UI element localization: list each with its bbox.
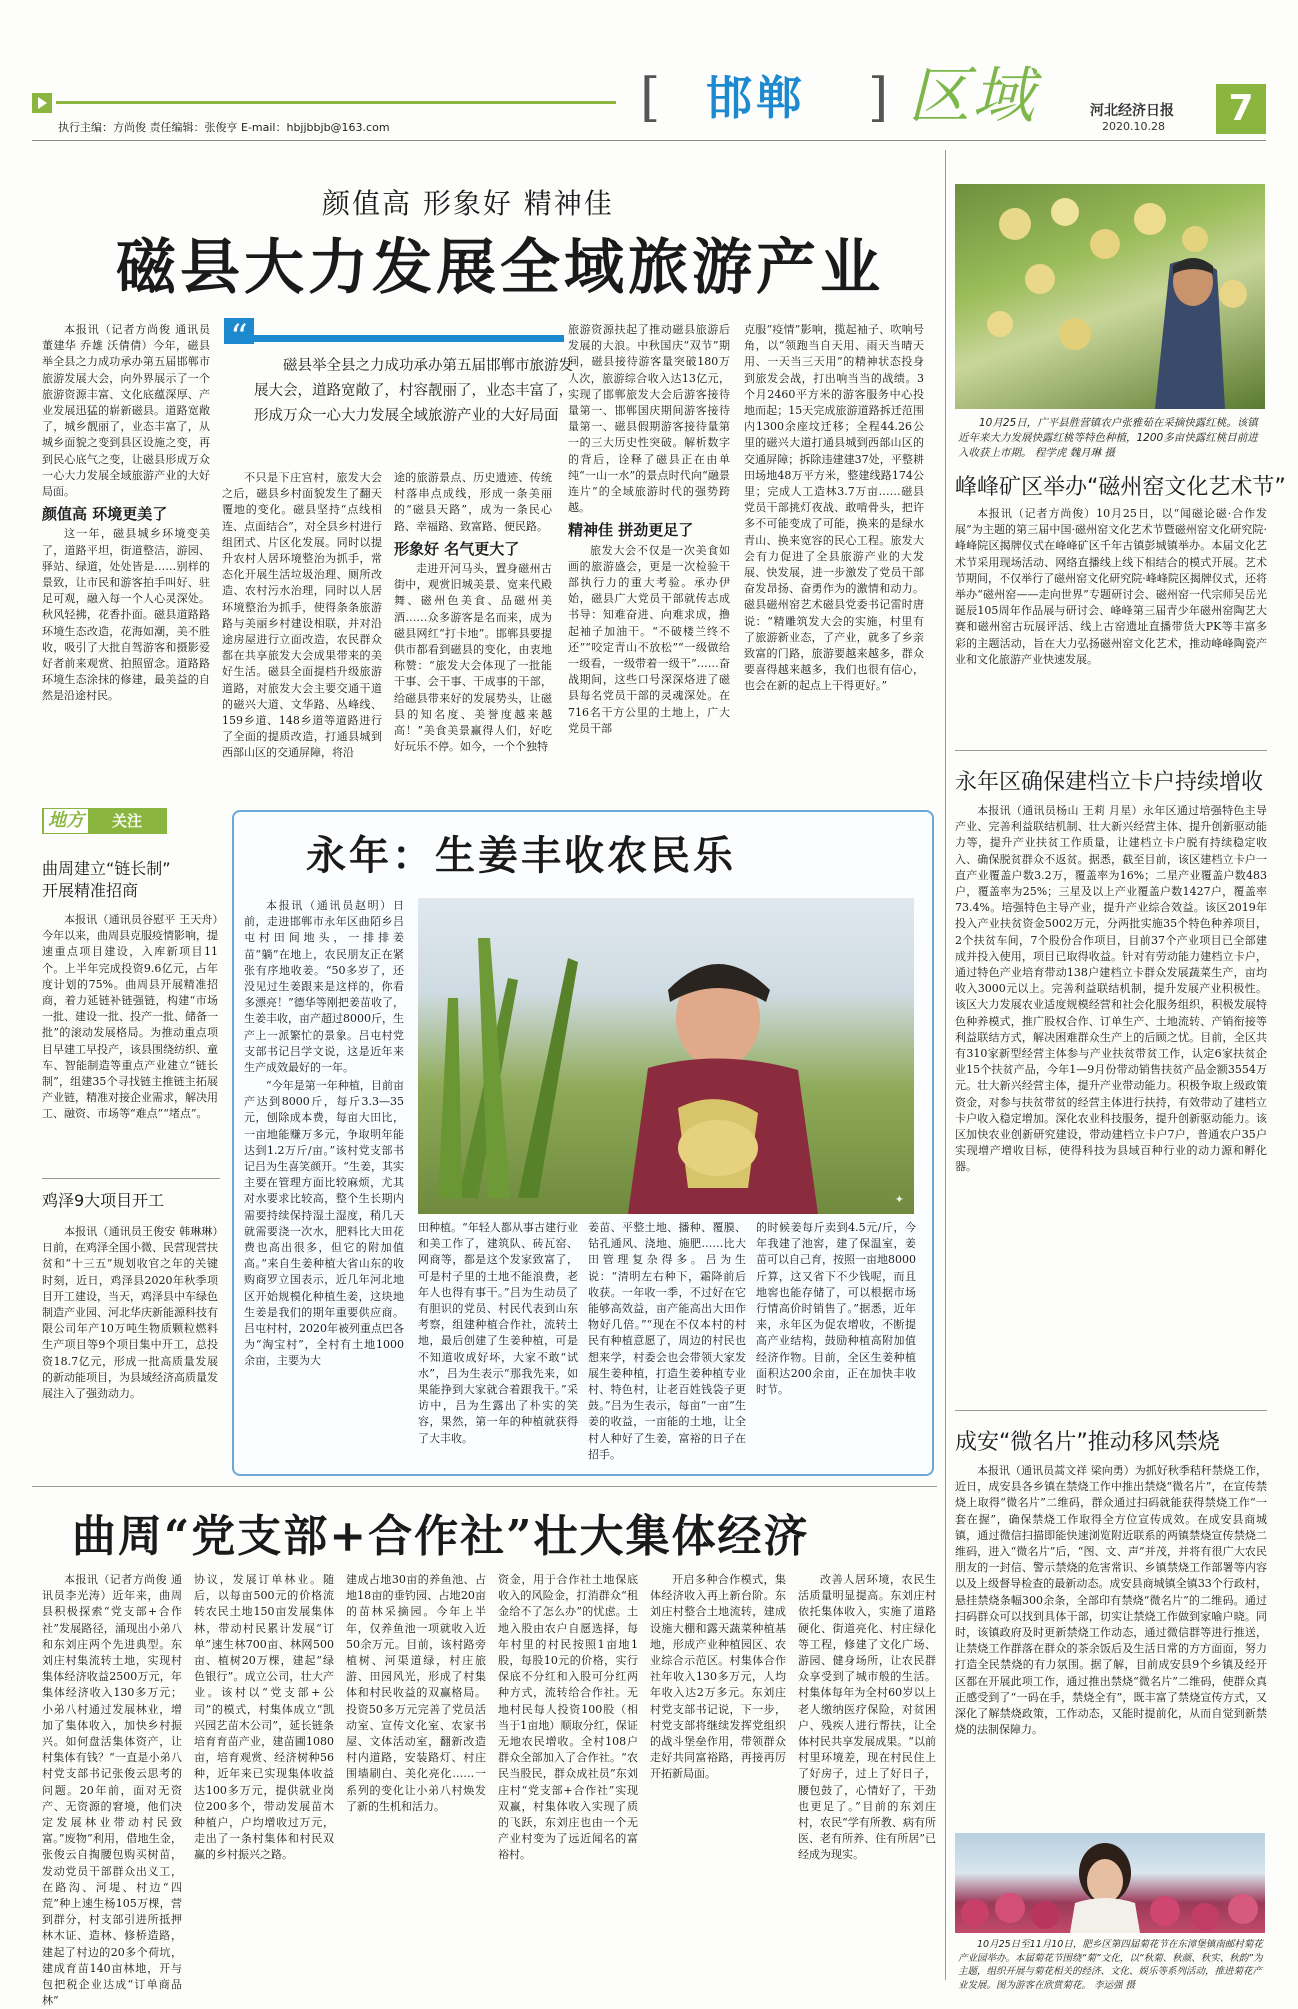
bottom-col-1 bbox=[42, 1572, 182, 2008]
lead-title: 磁县大力发展全域旅游产业 bbox=[116, 233, 884, 303]
lead-col-4 bbox=[568, 322, 730, 800]
lead-sub-2: 形象好 名气更大了 bbox=[394, 539, 520, 558]
paper-date: 2020.10.28 bbox=[1102, 120, 1165, 133]
chrysanthemum-caption bbox=[958, 1938, 1264, 1996]
feature-col-a-text: “今年是第一年种植，目前亩产达到8000斤，每斤3.3—35元，刨除成本费，每亩大田比，一亩地能赚万多元，争取明年能达到1.2万斤/亩。”该村党支部书记吕为生喜笑颜开。“生姜，其实主要在管理方面比较麻烦，尤其对水要求比较高，整个生长期内需要持续保持湿土湿度，稍几天就需要浇一次水，肥料比大田花费也高出很多，但它的附加值高。”来自生姜种植大省山东的收购商罗立国表示，近几年河北地区开始规模化种植生姜，这块地生姜是我们的期年重要供应商。吕屯村村，2020年被列重点巴各为“淘宝村”，全村有土地1000余亩，主要为大 bbox=[244, 1079, 404, 1368]
feature-col-d-text: 的时候姜每斤卖到4.5元/斤，今年我建了池窖，建了保温室，姜苗可以自己育，按照一亩地8000斤算，这又省下不少钱呢，而且地窖也能存储了，可以根据市场行情高价时销售了。”据悉，近年来，永年区为促农增收，不断提高产业结构，鼓励种植高附加值经济作物。目前，全区生姜种植面积达200余亩，正在加快丰收时节。 bbox=[756, 1221, 916, 1397]
bottom-col-3 bbox=[346, 1572, 486, 1992]
local-item-1-title: 曲周建立“链长制” 开展精准招商 bbox=[42, 859, 171, 900]
lead-col-3b-text: 走进开河马头，置身磁州古街中，观赏旧城美景、宽来代殿舞、磁州色美食、品磁州美酒……众多游客是名而来，成为磁县网红“打卡地”。邯郸县要提供市都看到磁县的变化，由衷地称赞：“旅发大会体现了一批能干事、会干事、干成事的干部，给磁县带来好的发展势头，让磁县的知名度、美誉度越来越高！”美食美景赢得人们，好吃好玩乐不停。如今，一个个独特 bbox=[394, 562, 552, 754]
news-3-title: 成安“微名片”推动移风禁烧 bbox=[955, 1430, 1220, 1455]
local-divider bbox=[42, 1178, 220, 1179]
news-3-text: 本报讯（通讯员蒿文祥 梁向勇）为抓好秋季秸秆禁烧工作，近日，成安县各乡镇在禁烧工作中推出禁烧“微名片”，在宣传禁烧上取得“微名片”二维码，群众通过扫码就能获得禁烧工作“一套在握”，确保禁烧工作取得全方位宣传成效。在成安县商城镇，通过微信扫描即能快速浏览附近联系的两镇禁烧宣传禁烧二维码，进入“微名片”后，“图、文、声”并茂，并将有很广大农民朋友的一封信、警示禁烧的危害常识、乡镇禁烧工作部署等内容以及上级督导检查的最新动态。成安县商城镇全镇33个行政村，悬挂禁烧条幅300余条，全部印有禁烧“微名片”的二维码。通过扫码群众可以找到具体干部，切实让禁烧工作做到家喻户晓。同时，该镇政府及时更新禁烧工作动态，通过微信群等进行推送，让禁烧工作群落在群众的茶余饭后及生活日常的方方面面，努力打造全民禁烧的有力氛围。据了解，目前成安县9个乡镇及经开区都在开展此项工作，通过推出禁烧“微名片”二维码，使群众真正感受到了“一码在手，禁烧全有”，既丰富了禁烧宣传方式，又深化了解禁烧政策，工作动态，又能时提前化，从而自觉到新禁烧的法制保障力。 bbox=[955, 1464, 1267, 1737]
ginger-photo-art bbox=[418, 898, 914, 1214]
chrysanthemum-photo-art bbox=[955, 1833, 1265, 1933]
bottom-col-1-text: 本报讯（记者方尚俊 通讯员李光涛）近年来，曲周县积极探索“党支部+合作社”发展路径，涌现出小弟八和东刘庄两个先进典型。东刘庄村集流转土地，实现村集体经济收益2500万元，年集体经济收入130多万元；小弟八村通过发展林业，增加了集体收入，加快乡村振兴。如何盘活集体资产，让村集体有钱？“一直是小弟八村党支部书记张俊云思考的问题。20年前，面对无资产、无资源的窘境，他们决定发展林业带动村民致富。”废物”利用，借地生金，张俊云自掏腰包购买树苗，发动党员干部群众出义工，在路沟、河堤、村边“四荒”种上速生杨105万棵，营到群分，村支部引进所抵押林木证、造林、修桥造路，建起了村边的20多个荷坑，建成育苗140亩林地，开与包把税企业达成“订单商品林” bbox=[42, 1573, 182, 2008]
bottom-divider bbox=[32, 1486, 937, 1487]
local-item-2 bbox=[42, 1190, 220, 1470]
peach-photo-art bbox=[955, 184, 1265, 409]
right-divider-2 bbox=[955, 1410, 1267, 1411]
news-1-body bbox=[955, 506, 1267, 726]
page-number: 7 bbox=[1216, 84, 1266, 134]
news-1-text: 本报讯（记者方尚俊）10月25日，以“闻磁论磁·合作发展”为主题的第三届中国·磁州窑文化艺术节暨磁州窑文化研究院·峰峰院区揭牌仪式在峰峰矿区千年古镇彭城镇举办。本届文化艺术节采用现场活动、网络直播线上线下相结合的模式开展。艺术节期间，不仅举行了磁州窑文化研究院·峰峰院区揭牌仪式，还将举办“磁州窑——走向世界”专题研讨会、磁州窑一代宗师吴岳光诞辰105周年作品展与研讨会、峰峰第三届青少年磁州窑陶艺大赛和磁州窑古玩展评活、线上古窑遗址直播带货大PK等丰富多彩的主题活动，旨在大力弘扬磁州窑文化艺术，推动峰峰陶瓷产业和文化旅游产业快速发展。 bbox=[955, 507, 1267, 666]
feature-col-d bbox=[756, 1220, 916, 1464]
right-news-3 bbox=[955, 1425, 1267, 1825]
local-item-2-body bbox=[42, 1224, 218, 1464]
chrysanthemum-photo bbox=[955, 1833, 1265, 1933]
bracket-right: ] bbox=[868, 68, 889, 128]
photo-watermark: ✦ bbox=[894, 1193, 904, 1206]
right-news-2 bbox=[955, 765, 1267, 1415]
lead-col-1 bbox=[42, 322, 210, 800]
local-focus-header bbox=[42, 808, 167, 834]
bottom-col-6 bbox=[798, 1572, 936, 1992]
bottom-col-4 bbox=[498, 1572, 638, 1992]
local-item-2-title: 鸡泽9大项目开工 bbox=[42, 1191, 165, 1210]
bottom-col-2 bbox=[194, 1572, 334, 1992]
quote-mark-icon: “ bbox=[224, 318, 254, 344]
lead-col-1b-text: 这一年，磁县城乡环境变美了，道路平坦，街道整洁，游园、驿站、绿道，处处皆是……别样的景致，让市民和游客拍手叫好、驻足可观，融入每一个人心灵深处。秋风轻拂，花香扑面。磁县道路路环境生态改造，花海如潮，美不胜收，吸引了大批自驾游客和摄影爱好者前来观赏、拍照留念。道路路环境生态涂抹的修建，最美益的自然是沿途村民。 bbox=[42, 527, 210, 703]
bottom-col-4-text: 资金，用于合作社土地保底收入的风险金，打消群众“租金给不了怎么办”的忧虑。土地入股由农户自愿选择，每年村里的村民按照1亩地1股，每股10元的价格，实行保底不分红和入股可分红两种方式，流转给合作社。无地村民每人投资100股（相当于1亩地）顺取分红，保证无地农民增收。全村108户群众全部加入了合作社。“农民当股民，群众成社员”东刘庄村“党支部+合作社”实现双赢，村集体收入实现了质的飞跃，东刘庄也由一个无产业村变为了远近闻名的富裕村。 bbox=[498, 1573, 638, 1862]
lead-col-2-text: 不只是下庄宫村，旅发大会之后，磁县乡村面貌发生了翻天覆地的变化。磁县坚持“点线相连、点面结合”，对全县乡村进行组团式、片区化发展。同时以提升农村人居环境整治为抓手，常态化开展生活垃圾治理、厕所改造、农村污水治理，同时以人居环境整治为抓手，使得条条旅游路与美丽乡村建设相联，并对沿途房屋进行立面改造，农民群众都在共享旅发大会成果带来的美好生活。磁县全面提档升级旅游道路，对旅发大会主要交通干道的磁兴大道、文华路、丛峰线、159乡道、148乡道等道路进行了全面的提质改造，打通县城到西部山区的交通屏障，将沿 bbox=[222, 471, 382, 760]
masthead-bar bbox=[56, 101, 616, 104]
feature-col-a bbox=[244, 1078, 404, 1464]
feature-col-c-text: 姜苗、平整土地、播种、覆膜、钻孔通风、浇地、施肥……比大田管理复杂得多。吕为生说：“清明左右种下，霜降前后收获。一年收一季，不过好在它能够高效益，亩产能高出大田作物好几倍。”“现在不仅本村的村民有种植意愿了，周边的村民也想来学，村委会也会带领大家发展生姜种植，打造生姜种植专业村、特色村，让老百姓钱袋子更鼓。”吕为生表示，每亩“一亩”生姜的收益，一亩能的土地，让全村人种好了生姜，富裕的日子在招手。 bbox=[588, 1221, 746, 1461]
peach-photo-caption bbox=[958, 416, 1264, 461]
bottom-title: 曲周“党支部+合作社”壮大集体经济 bbox=[72, 1511, 810, 1562]
bottom-col-6-text: 改善人居环境，农民生活质量明显提高。东刘庄村依托集体收入，实施了道路硬化、街道亮化、村庄绿化等工程，修建了文化广场、游园、健身场所，让农民群众享受到了城市般的生活。村集体每年为全村60岁以上老人缴纳医疗保险，对贫困户、残疾人进行帮扶，让全体村民共享发展成果。“以前村里环境差，现在村民住上了好房子，过上了好日子，腰包鼓了，心情好了，干劲也更足了。”目前的东刘庄村，农民“学有所教、病有所医、老有所养、住有所居”已经成为现实。 bbox=[798, 1573, 936, 1862]
peach-caption-text: 10月25日，广平县胜营镇农户张雅茹在采摘快露红桃。该镇近年来大力发展快露红桃等特色种植，1200多亩快露红桃目前进入收获上市期。 程学虎 魏月琳 摄 bbox=[958, 417, 1258, 459]
bottom-col-2-text: 协议，发展订单林业。随后，以每亩500元的价格流转农民土地150亩发展集体林，带动村民累计发展“订单”速生林700亩、林网500亩、植树20万棵，建起“绿色银行”。成立公司，壮大产业。该村以“党支部+公司”的模式，村集体成立“凯兴园艺苗木公司”，延长链条培育育苗产业，建苗圃1080亩，培育观赏、经济树种56种，近年来已实现集体收益达100多万元，提供就业岗位200多个，带动发展苗木种植户，户均增收过万元，走出了一条村集体和村民双赢的乡村振兴之路。 bbox=[194, 1573, 334, 1862]
section-region: 区域 bbox=[908, 59, 1037, 132]
news-2-body bbox=[955, 803, 1267, 1403]
feature-col-b bbox=[418, 1220, 578, 1464]
local-item-1 bbox=[42, 858, 220, 1188]
feature-intro-text: 本报讯（通讯员赵明）日前，走进邯郸市永年区曲陌乡吕屯村田间地头，一排排姜苗“躺”在地上，农民朋友正在紧张有序地收姜。“50多岁了，还没见过生姜跟来是这样的，你看多漂亮！”德华等刚把姜苗收了，生姜丰收，亩产超过8000斤，生产上一派繁忙的景象。吕屯村党支部书记吕学文说，这是近年来生产成效最好的一年。 bbox=[244, 899, 404, 1075]
bottom-col-5 bbox=[650, 1572, 786, 1992]
lead-col-3-text: 途的旅游景点、历史遗迹、传统村落串点成线，形成一条美丽的“磁县天路”，成为一条民心路、幸福路、致富路、便民路。 bbox=[394, 471, 552, 533]
local-item-2-text: 本报讯（通讯员王俊安 韩琳琳）日前，在鸡泽全国小微、民营现营扶贫和“十三五”规划收官之年的关键时刻，近日，鸡泽县2020年秋季项目开工建设，当天，鸡泽县中车绿色制造产业园、河北华庆新能源科技有限公司年产10万吨生物质颗粒燃料生产项目等9个项目集中开工，总投资18.7亿元，形成一批高质量发展的新动能项目，为县域经济高质量发展注入了强劲动力。 bbox=[42, 1225, 218, 1401]
feature-title: 永年：生姜丰收农民乐 bbox=[306, 832, 736, 879]
editor-line: 执行主编：方尚俊 责任编辑：张俊亨 E-mail：hbjjbbjb@163.com bbox=[58, 121, 390, 134]
lead-col-3 bbox=[394, 470, 552, 800]
masthead bbox=[0, 0, 1298, 140]
feature-col-c bbox=[588, 1220, 746, 1464]
news-2-title: 永年区确保建档立卡户持续增收 bbox=[955, 770, 1264, 795]
local-item-1-body bbox=[42, 912, 218, 1166]
paper-name: 河北经济日报 bbox=[1090, 103, 1174, 119]
feature-col-b-text: 田种植。“年轻人都从事古建行业和美工作了，建筑队、砖瓦窑、网商等，都是这个发家致富了，可是村子里的土地不能浪费，老年人也得有事干。”吕为生动员了有胆识的党员、村民代表到山东考察，组建种植合作社，流转土地，最后创建了生姜种植，可是不知道收成好坏，大家不敢“试水”，吕为生表示“那我先来，如果能挣到大家就合着跟我干。”采访中，吕为生露出了朴实的笑容，果然，第一年的种植就获得了大丰收。 bbox=[418, 1221, 578, 1445]
right-news-1 bbox=[955, 470, 1286, 770]
lead-col-1-text: 本报讯（记者方尚俊 通讯员 董建华 乔雄 沃倩倩）今年，磁县举全县之力成功承办第五届邯郸市旅游发展大会，向外界展示了一个旅游资源丰富、文化底蕴深厚、产业发展迅猛的崭新磁县。道路宽敞了，城乡靓丽了，业态丰富了，从城乡面貌之变到县区设施之变，再到民心底气之变，让磁县形成万众一心大力发展全域旅游产业的大好局面。 bbox=[42, 323, 210, 499]
right-divider-1 bbox=[955, 750, 1267, 751]
section-city: 邯郸 bbox=[706, 71, 806, 125]
lead-sub-3: 精神佳 拼劲更足了 bbox=[568, 521, 694, 540]
lead-sub-1: 颜值高 环境更美了 bbox=[42, 505, 168, 524]
lead-story bbox=[32, 150, 942, 800]
peach-photo bbox=[955, 184, 1265, 409]
local-focus-badge: 地方 bbox=[44, 809, 88, 833]
feature-intro bbox=[244, 898, 404, 1076]
bottom-col-5-text: 开启多种合作模式，集体经济收入再上新台阶。东刘庄村整合土地流转，建成设施大棚和露天蔬菜种植基地，形成产业种植园区、农业综合示范区。村集体合作社年收入130多万元，人均年收入达2万多元。东刘庄村党支部书记说，下一步，村党支部将继续发挥党组织的战斗堡垒作用，带领群众走好共同富裕路，再接再厉开拓新局面。 bbox=[650, 1573, 786, 1781]
lead-kicker: 颜值高 形象好 精神佳 bbox=[322, 187, 614, 220]
pull-quote: 磁县举全县之力成功承办第五届邯郸市旅游发展大会，道路宽敞了，村容靓丽了，业态丰富了，形成万众一心大力发展全域旅游产业的大好局面 bbox=[254, 358, 573, 424]
lead-col-5 bbox=[744, 322, 924, 800]
news-2-text: 本报讯（通讯员杨山 王莉 月星）永年区通过培强特色主导产业、完善利益联结机制、壮大新兴经营主体、提升创新驱动能力等，提升产业扶贫工作质量，让建档立卡户脱有持续稳定收入、确保脱贫群众不返贫。据悉，截至目前，该区建档立卡户一直产业覆盖户数3.2万，覆盖率为16%；二星产业覆盖户数483户，覆盖率为25%；三星及以上产业覆盖户数1427户，覆盖率73.4%。培强特色主导产业，提升产业综合效益。该区2019年投入产业扶贫资金5002万元，分两批实施35个特色种养项目，2个扶贫车间，7个股份合作项目，目前37个产业项目已全部建成并投入使用，项目已取得收益。针对有劳动能力建档立卡户，通过特色产业培育带动138户建档立卡群众发展蔬菜生产，亩均收入3000元以上。完善利益联结机制，提升发展产业积极性。该区大力发展农业适度规模经营和社会化服务组织，积极发展特色种养模式，推广股权合作、订单生产、土地流转、产销衔接等利益联结方式，解决困难群众生产上的后顾之忧。目前，全区共有310家新型经营主体参与产业扶贫带贫工作，认定6家扶贫企业15个扶贫产品，今年1—9月份带动销售扶贫产品金额3554万元。壮大新兴经营主体，提升产业带动能力。积极争取上级政策资金，对参与扶贫带贫的经营主体进行扶持，有效带动了建档立卡户收入稳定增加。深化农业科技服务，提升创新驱动能力。该区加快农业创新研究建设，带动建档立卡户7户，普通农户35户实现增产增收目标，使得科技为县域百种行业的动力源和孵化器。 bbox=[955, 804, 1267, 1174]
lead-col-4-text: 旅游资源扶起了推动磁县旅游后发展的大浪。中秋国庆“双节”期间，磁县接待游客量突破180万人次，旅游综合收入达13亿元，实现了邯郸旅发大会后游客接待量第一、邯郸国庆期间游客接待量第一、磁县假期游客接待量第一的三大历史性突破。解析数字的背后，诠释了磁县正在由单纯“一山一水”的景点时代向“融景连片”的全域旅游时代的强势跨越。 bbox=[568, 323, 730, 515]
arrow-icon-inner bbox=[38, 97, 47, 109]
lead-col-2 bbox=[222, 470, 382, 800]
feature-box bbox=[232, 810, 934, 1476]
news-3-body bbox=[955, 1463, 1267, 1823]
local-item-1-text: 本报讯（通讯员谷慰平 王天舟）今年以来，曲周县克服疫情影响，提速重点项目建设，入库新项目11个。上半年完成投资9.6亿元，占年度计划的75%。曲周县开展精准招商，着力延链补链强链，构建“市场一批、建设一批、投产一批、储备一批”的滚动发展格局。为推动重点项目早建工早投产，该县围绕纺织、童车、智能制造等重点产业建立“链长制”，组建35个寻找链主推链主拓展产业链，精准对接企业需求，解决用工、融资、市场等“难点”“堵点”。 bbox=[42, 913, 218, 1121]
masthead-divider bbox=[32, 140, 1266, 141]
ginger-photo bbox=[418, 898, 914, 1214]
chrysanthemum-caption-text: 10月25日至11月10日，肥乡区第四届菊花节在东漳堡镇南邮村菊花产业园举办。本届菊花节围绕“菊”文化，以“秋菊、秋颜、秋实、秋韵”为主题，组织开展与菊花相关的经济、文化、娱乐等系列活动，推进菊花产业发展。图为游客在欣赏菊花。 李运强 摄 bbox=[958, 1939, 1263, 1991]
news-1-title: 峰峰矿区举办“磁州窑文化艺术节” bbox=[955, 475, 1286, 500]
lead-col-5-text: 克服“疫情”影响，揽起袖子、吹响号角，以“领跑当自天用、雨天当晴天用、一天当三天用”的精神状态投身到旅发会战，打出响当当的战绩。3个月2460平方米的游客服务中心投地而起；15天完成旅游道路拆迁范围内1300余座坟迁移；全程44.26公里的磁兴大道打通县城到西部山区的交通屏障；拆除违建建37处，平整耕田场地48万平方米，整建线路174公里；完成人工造林3.7万亩……磁县党员干部挑灯夜战、敢啃骨头，把许多不可能变成了可能，换来的是绿水青山、换来宽容的民心工程。旅发大会有力促进了全县旅游产业的大发展、快发展，进一步激发了党员干部奋发昂扬、奋勇作为的激情和动力。磁县磁州窑艺术磁县党委书记雷时唐说：“精雕筑发大会的实施，村里有了旅游新业态，了产业，就多了乡亲致富的门路，旅游要越来越多，群众要喜得越来越多，我们也很有信心，也会在新的起点上干得更好。” bbox=[744, 323, 924, 693]
bottom-col-3-text: 建成占地30亩的养鱼池、占地18亩的垂钓园、占地20亩的苗林采摘园。今年上半年，仅养鱼池一项就收入近50余万元。目前，该村路旁植树、河渠道绿，村庄旅游、田园风光，形成了村集体和村民收益的双赢格局。投资50多万元完善了党员活动室、宣传文化室、农家书屋、文体活动室，翻新改造村内道路，安装路灯、村庄围墙刷白、美化亮化……一系列的变化让小弟八村焕发了新的生机和活力。 bbox=[346, 1573, 486, 1813]
quote-bar bbox=[254, 335, 564, 342]
column-divider bbox=[945, 150, 946, 1980]
bracket-left: [ bbox=[640, 68, 661, 128]
lead-col-4b-text: 旅发大会不仅是一次美食如画的旅游盛会，更是一次检验干部执行力的重大考验。承办伊始，磁县广大党员干部就传志成书导：知难奋进、向难求成，撸起袖子加油干。“不破楼兰终不还”“咬定青山不放松”“一级做给一级看，一级带着一级干”……奋战期间，这些口号深深烙进了磁县每名党员干部的灵魂深处。在716名干方公里的土地上，广大党员干部 bbox=[568, 543, 730, 735]
local-focus-label: 关注 bbox=[112, 812, 143, 830]
